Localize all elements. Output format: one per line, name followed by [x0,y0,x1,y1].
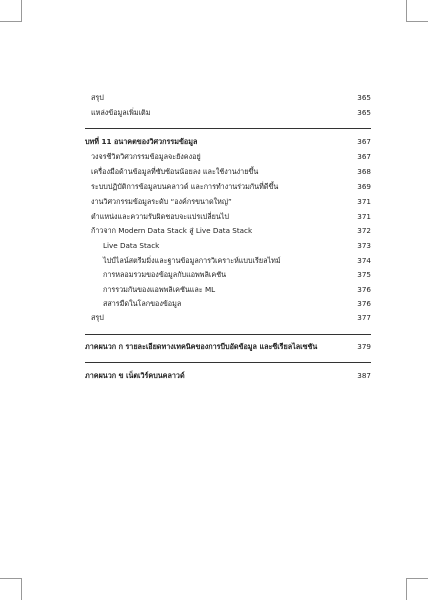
toc-entry-page: 371 [357,212,371,221]
toc-subentry-page: 373 [357,241,371,250]
section-divider [85,362,371,363]
toc-subentry-page: 376 [357,299,371,308]
toc-subentry-label: การหลอมรวมของข้อมูลกับแอพพลิเคชัน [103,270,226,279]
toc-appendix-label: ภาคผนวก ก รายละเอียดทางเทคนิคของการบีบอัดข้อมูล และซีเรียลไลเซชัน [85,342,318,351]
toc-entry [91,106,371,120]
toc-chapter-entry [85,135,371,149]
toc-subentry [103,268,371,282]
toc-subentry [103,239,371,253]
toc-entry-page: 365 [357,108,371,117]
toc-entry-label: เครื่องมือด้านข้อมูลที่ซับซ้อนน้อยลง และใช้งานง่ายขึ้น [91,167,259,176]
toc-appendix-entry [85,340,371,354]
toc-chapter-page: 367 [357,137,371,146]
toc-subentry-label: การรวมกันของแอพพลิเคชันและ ML [103,285,216,294]
toc-entry-page: 365 [357,93,371,102]
toc-subentry [103,297,371,311]
toc-appendix-page: 379 [357,342,371,351]
toc-entry-label: ตำแหน่งและความรับผิดชอบจะแปรเปลี่ยนไป [91,212,229,221]
toc-entry-label: งานวิศวกรรมข้อมูลระดับ “องค์กรขนาดใหญ่” [91,197,232,206]
toc-subentry-label: สสารมืดในโลกของข้อมูล [103,299,182,308]
toc-entry-label: แหล่งข้อมูลเพิ่มเติม [91,108,151,117]
toc-entry [91,224,371,238]
toc-entry-page: 369 [357,182,371,191]
toc-appendix-label: ภาคผนวก ข เน็ตเวิร์คบนคลาวด์ [85,371,185,380]
section-divider [85,334,371,335]
toc-entry-page: 371 [357,197,371,206]
toc-subentry-page: 375 [357,270,371,279]
toc-entry-page: 372 [357,226,371,235]
toc-entry [91,180,371,194]
toc-entry-label: ก้าวจาก Modern Data Stack สู่ Live Data Stack [91,226,253,235]
toc-entry [91,150,371,164]
toc-entry-page: 377 [357,313,371,322]
toc-entry-page: 367 [357,152,371,161]
toc-entry-page: 368 [357,167,371,176]
toc-entry [91,165,371,179]
toc-entry [91,210,371,224]
toc-entry-label: สรุป [91,93,104,102]
toc-chapter-label: บทที่ 11 อนาคตของวิศวกรรมข้อมูล [85,137,198,146]
toc-appendix-page: 387 [357,371,371,380]
section-divider [85,128,371,129]
toc-subentry [103,283,371,297]
toc-entry [91,91,371,105]
toc-appendix-entry [85,369,371,383]
toc-subentry-page: 374 [357,256,371,265]
toc-entry-label: วงจรชีวิตวิศวกรรมข้อมูลจะยังคงอยู่ [91,152,201,161]
toc-entry [91,311,371,325]
toc-subentry [103,254,371,268]
toc-entry-label: สรุป [91,313,104,322]
toc-entry-label: ระบบปฏิบัติการข้อมูลบนคลาวด์ และการทำงานร่วมกันที่ดีขึ้น [91,182,279,191]
toc-subentry-page: 376 [357,285,371,294]
toc-entry [91,195,371,209]
toc-subentry-label: Live Data Stack [103,241,160,250]
toc-subentry-label: ไปป์ไลน์สตรีมมิ่งและฐานข้อมูลการวิเคราะห์แบบเรียลไทม์ [103,256,281,265]
